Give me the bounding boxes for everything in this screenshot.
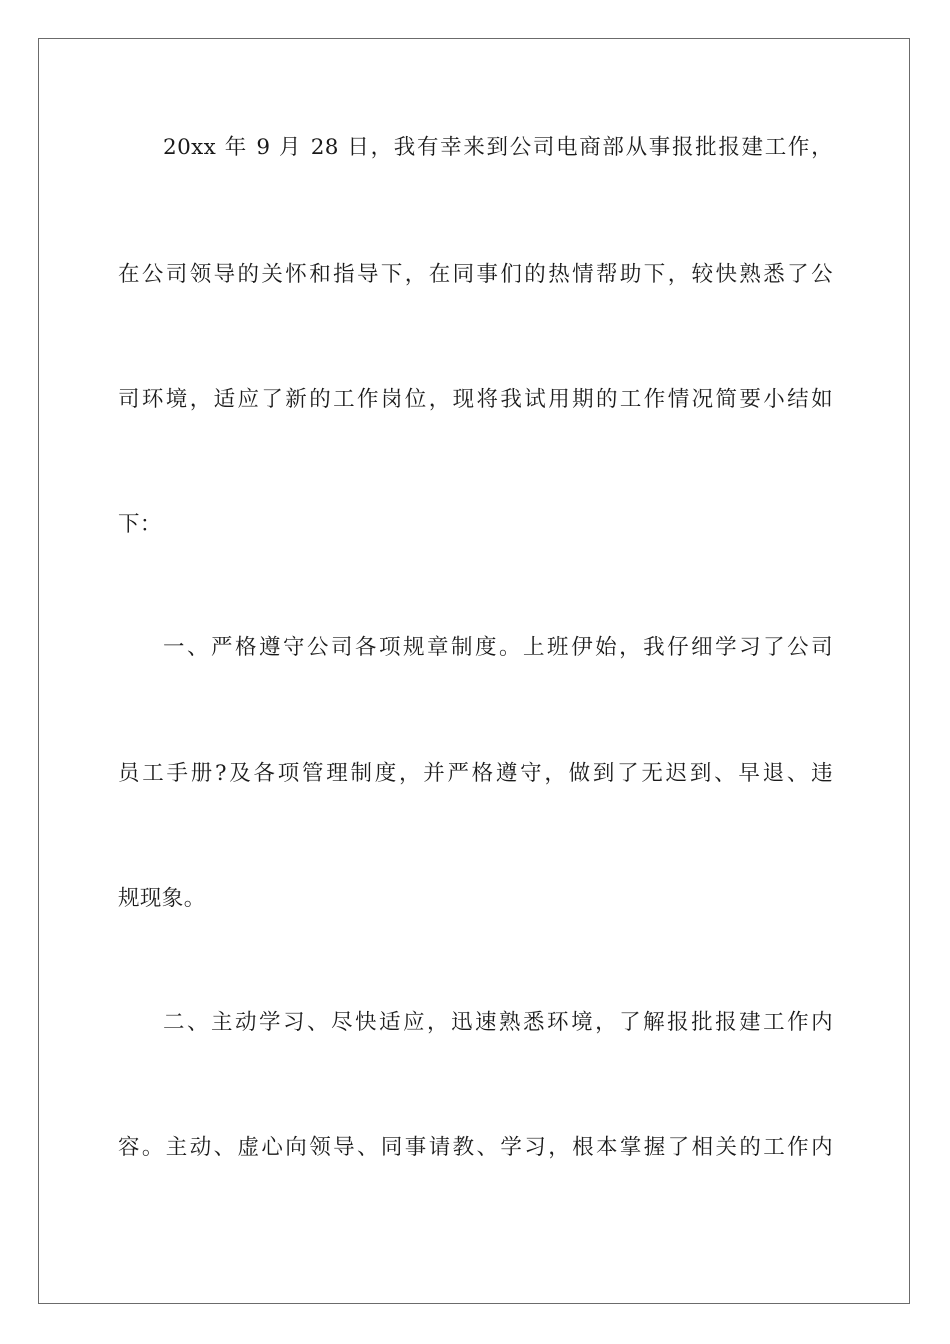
paragraph-3-line-2: 容。主动、虚心向领导、同事请教、学习，根本掌握了相关的工作内 [118, 1135, 833, 1160]
paragraph-1-line-1: 20xx 年 9 月 28 日，我有幸来到公司电商部从事报批报建工作， [163, 135, 833, 160]
paragraph-1-line-3: 司环境，适应了新的工作岗位，现将我试用期的工作情况简要小结如 [118, 387, 833, 412]
paragraph-2-line-1: 一、严格遵守公司各项规章制度。上班伊始，我仔细学习了公司 [163, 635, 833, 660]
paragraph-2-line-3: 规现象。 [118, 886, 206, 911]
paragraph-2-line-2: 员工手册?及各项管理制度，并严格遵守，做到了无迟到、早退、违 [118, 761, 833, 786]
paragraph-1-line-2: 在公司领导的关怀和指导下，在同事们的热情帮助下，较快熟悉了公 [118, 262, 833, 287]
paragraph-3-line-1: 二、主动学习、尽快适应，迅速熟悉环境，了解报批报建工作内 [163, 1010, 833, 1035]
paragraph-1-line-4: 下： [118, 512, 162, 537]
page-border [38, 38, 910, 1304]
